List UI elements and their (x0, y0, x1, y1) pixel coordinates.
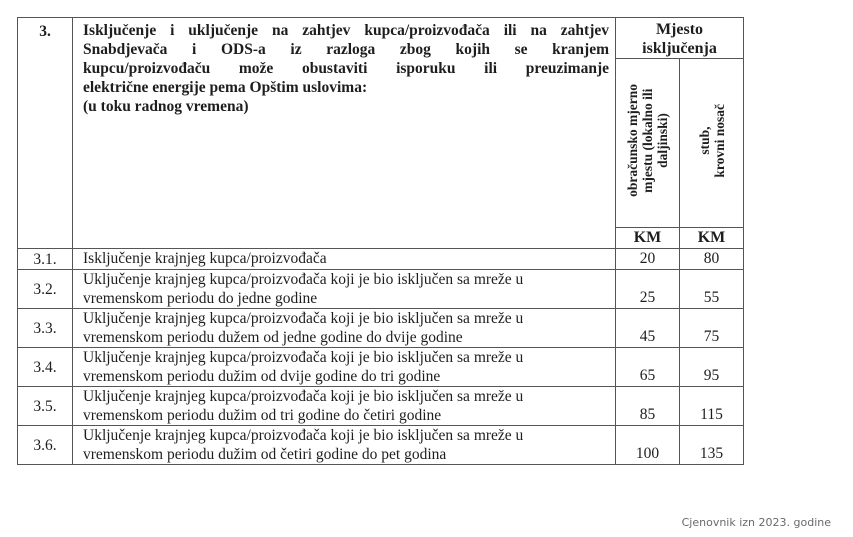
table-row (18, 387, 744, 426)
price-pole: 135 (680, 426, 744, 465)
metering-point-column-header (616, 59, 680, 228)
group-label-line: isključenja (642, 40, 717, 57)
col1-label-line: mjestu (lokalno ili (640, 88, 655, 193)
table-row (18, 348, 744, 387)
col1-label-line: obračunsko mjerno (625, 84, 640, 197)
row-number: 3.1. (18, 249, 73, 270)
heading-line: (u toku radnog vremena) (83, 98, 249, 115)
heading-line: električne energije pema Opštim uslovima: (83, 79, 368, 96)
row-number: 3.4. (18, 348, 73, 387)
price-pole: 75 (680, 309, 744, 348)
section-heading (73, 18, 616, 249)
pole-column-header (680, 59, 744, 228)
row-number: 3.5. (18, 387, 73, 426)
price-metering-point: 25 (616, 270, 680, 309)
heading-line: Isključenje i uključenje na zahtjev kupca/proizvođača ili na zahtjev (83, 22, 609, 39)
disconnection-place-header (616, 18, 744, 59)
row-description: Uključenje krajnjeg kupca/proizvođača koji je bio isključen sa mreže u vremenskom periodu dužem od jedne godine do dvije godine (73, 309, 616, 348)
price-metering-point: 45 (616, 309, 680, 348)
col1-label-line: daljinski) (655, 113, 670, 168)
col2-label-line: krovni nosač (711, 103, 727, 178)
row-description: Uključenje krajnjeg kupca/proizvođača koji je bio isključen sa mreže u vremenskom periodu dužim od dvije godine do tri godine (73, 348, 616, 387)
table-row (18, 309, 744, 348)
col2-label-line: stub, (696, 126, 712, 155)
price-pole: 55 (680, 270, 744, 309)
price-metering-point: 20 (616, 249, 680, 270)
heading-line: kupcu/proizvođaču može obustaviti isporuku ili preuzimanje (83, 60, 609, 77)
section-number: 3. (18, 18, 73, 249)
row-number: 3.6. (18, 426, 73, 465)
image-caption: Cjenovnik izn 2023. godine (681, 516, 831, 529)
table-row (18, 249, 744, 270)
row-number: 3.2. (18, 270, 73, 309)
col1-unit: KM (616, 228, 680, 249)
row-description: Isključenje krajnjeg kupca/proizvođača (73, 249, 616, 270)
row-description: Uključenje krajnjeg kupca/proizvođača koji je bio isključen sa mreže u vremenskom periodu do jedne godine (73, 270, 616, 309)
group-label-line: Mjesto (655, 21, 704, 38)
table-header-row (18, 18, 744, 59)
price-pole: 80 (680, 249, 744, 270)
price-metering-point: 85 (616, 387, 680, 426)
row-description: Uključenje krajnjeg kupca/proizvođača koji je bio isključen sa mreže u vremenskom periodu dužim od četiri godine do pet godina (73, 426, 616, 465)
price-table (17, 17, 744, 465)
price-pole: 95 (680, 348, 744, 387)
table-row (18, 270, 744, 309)
price-metering-point: 65 (616, 348, 680, 387)
col2-unit: KM (680, 228, 744, 249)
price-metering-point: 100 (616, 426, 680, 465)
table-row (18, 426, 744, 465)
row-number: 3.3. (18, 309, 73, 348)
heading-line: Snabdjevača i ODS-a iz razloga zbog kojih se kranjem (83, 41, 609, 58)
price-pole: 115 (680, 387, 744, 426)
row-description: Uključenje krajnjeg kupca/proizvođača koji je bio isključen sa mreže u vremenskom periodu dužim od tri godine do četiri godine (73, 387, 616, 426)
